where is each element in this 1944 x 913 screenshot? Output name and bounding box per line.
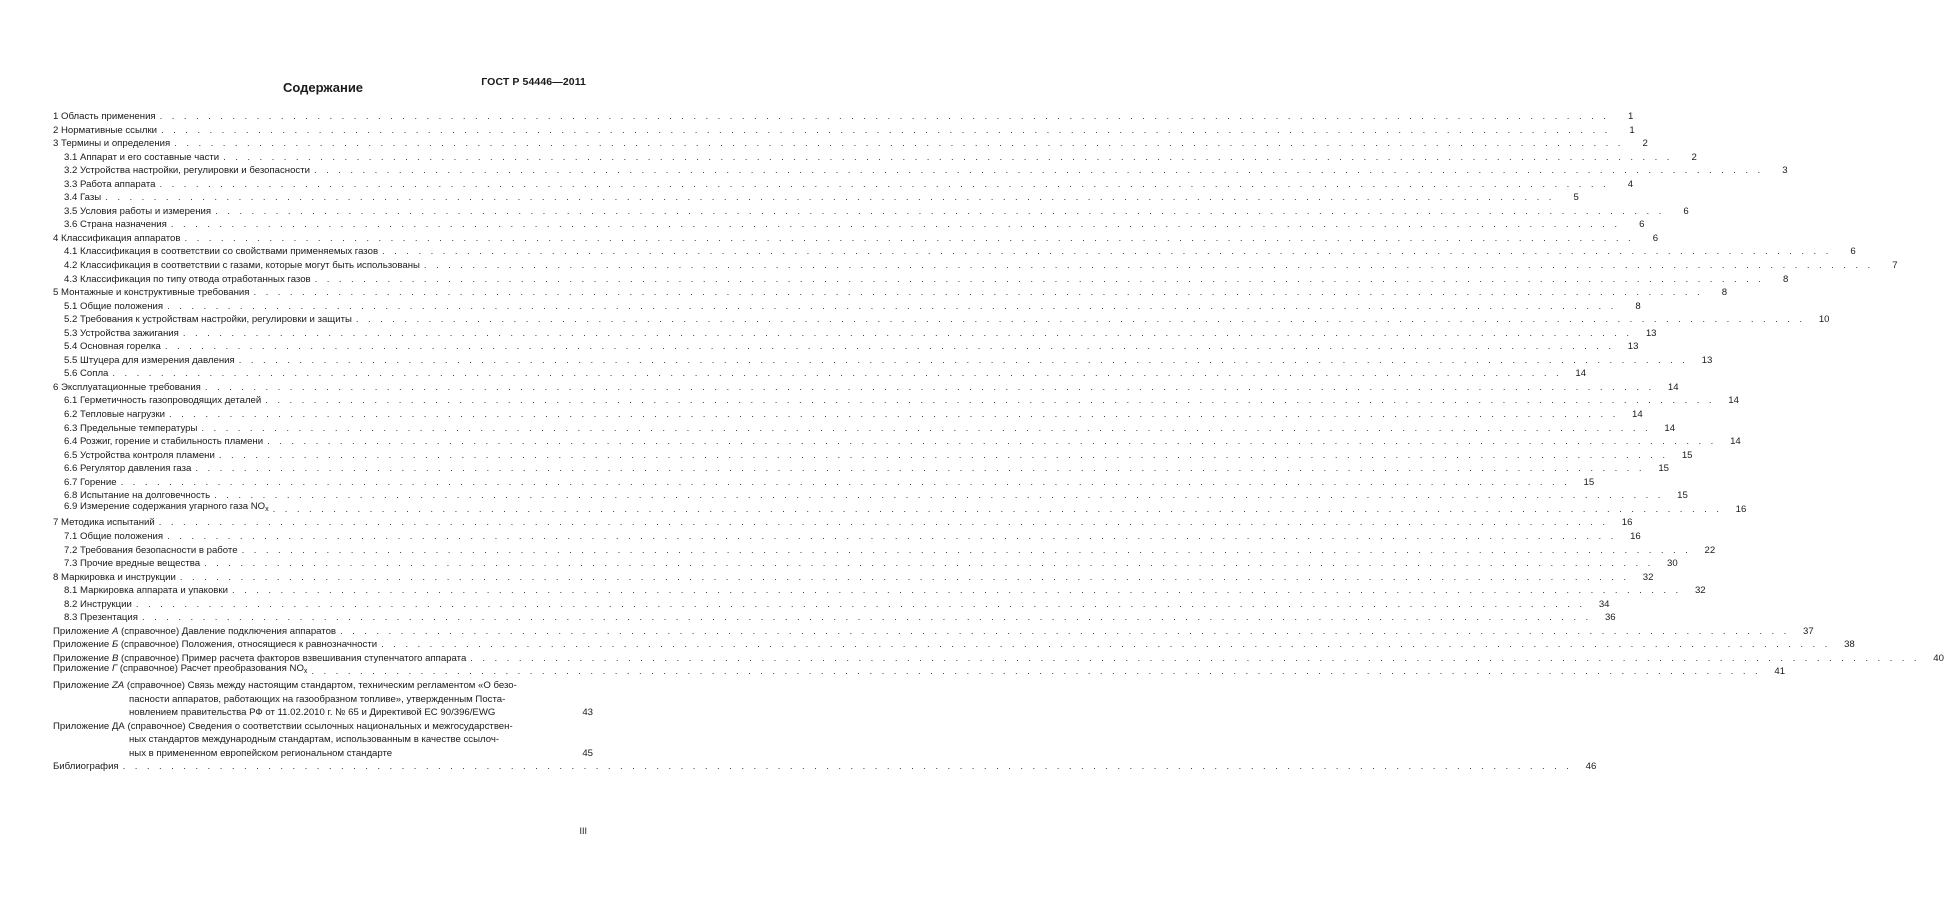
toc-entry[interactable] bbox=[53, 191, 1579, 205]
toc-entry-label: 3.3 Работа аппарата bbox=[64, 178, 156, 190]
toc-entry[interactable] bbox=[53, 500, 1747, 517]
leader-dots: . . . . . . . . . . . . . . . . . . . . . . . . . . . . . . . . . . . . . . . . . . . . . . . . . . . . . . . . . . . . . . . . . . . . . . . . . . . . . . . . . . . . . . . . . . . . . . . . . . . . . . . . . . . . . . . . . . . . . . . . bbox=[105, 192, 1555, 204]
toc-entry[interactable] bbox=[53, 544, 1716, 558]
leader-dots: . . . . . . . . . . . . . . . . . . . . . . . . . . . . . . . . . . . . . . . . . . . . . . . . . . . . . . . . . . . . . . . . . . . . . . . . . . . . . . . . . . . . . . . . . . . . . . . . . . . . . . . . . . . . . . . . . . . . . . . . bbox=[170, 219, 1621, 231]
toc-entry-page: 14 bbox=[1667, 381, 1679, 393]
leader-dots: . . . . . . . . . . . . . . . . . . . . . . . . . . . . . . . . . . . . . . . . . . . . . . . . . . . . . . . . . . . . . . . . . . . . . . . . . . . . . . . . . . . . . . . . . . . . . . . . . . . . . . . . . . . . . . . . . . . . . . . . bbox=[158, 517, 1609, 529]
toc-entry-page: 32 bbox=[1642, 571, 1654, 583]
toc-entry[interactable] bbox=[53, 638, 1855, 652]
leader-dots: . . . . . . . . . . . . . . . . . . . . . . . . . . . . . . . . . . . . . . . . . . . . . . . . . . . . . . . . . . . . . . . . . . . . . . . . . . . . . . . . . . . . . . . . . . . . . . . . . . . . . . . . . . . . . . . . . . . . . . . . bbox=[164, 341, 1615, 353]
toc-entry-page: 40 bbox=[1933, 652, 1944, 664]
leader-dots: . . . . . . . . . . . . . . . . . . . . . . . . . . . . . . . . . . . . . . . . . . . . . . . . . . . . . . . . . . . . . . . . . . . . . . . . . . . . . . . . . . . . . . . . . . . . . . . . . . . . . . . . . . . . . . . . . . . . . . . . bbox=[313, 165, 1764, 177]
table-of-contents bbox=[53, 110, 1944, 774]
toc-entry-label: 7 Методика испытаний bbox=[53, 517, 155, 529]
toc-entry-label: Приложение Б (справочное) Положения, относящиеся к равнозначности bbox=[53, 639, 378, 651]
toc-entry-label: 5.2 Требования к устройствам настройки, регулировки и защиты bbox=[64, 314, 352, 326]
toc-entry[interactable] bbox=[53, 476, 1595, 490]
toc-entry-label: 3.1 Аппарат и его составные части bbox=[64, 151, 220, 163]
toc-entry-annex-za[interactable]: Приложение ZA (справочное) Связь между настоящим стандартом, техническим регламентом «О безо- пасности аппаратов, работающих на газообразном топливе», утвержденным Поста- новлением правительства РФ от 11.02.2010 г. № 65 и Директивой ЕС 90/396/EWG 43 bbox=[53, 679, 593, 719]
toc-entry-label: 4.1 Классификация в соответствии со свойствами применяемых газов bbox=[64, 246, 379, 258]
toc-entry-page: 22 bbox=[1704, 544, 1716, 556]
leader-dots: . . . . . . . . . . . . . . . . . . . . . . . . . . . . . . . . . . . . . . . . . . . . . . . . . . . . . . . . . . . . . . . . . . . . . . . . . . . . . . . . . . . . . . . . . . . . . . . . . . . . . . . . . . . . . . . . . . . . . . . . bbox=[167, 530, 1617, 542]
toc-entry-page: 3 bbox=[1782, 165, 1788, 177]
leader-dots: . . . . . . . . . . . . . . . . . . . . . . . . . . . . . . . . . . . . . . . . . . . . . . . . . . . . . . . . . . . . . . . . . . . . . . . . . . . . . . . . . . . . . . . . . . . . . . . . . . . . . . . . . . . . . . . . . . . . . . . . bbox=[311, 666, 1762, 678]
leader-dots: . . . . . . . . . . . . . . . . . . . . . . . . . . . . . . . . . . . . . . . . . . . . . . . . . . . . . . . . . . . . . . . . . . . . . . . . . . . . . . . . . . . . . . . . . . . . . . . . . . . . . . . . . . . . . . . . . . . . . . . . bbox=[179, 571, 1630, 583]
toc-entry-label: 6.1 Герметичность газопроводящих деталей bbox=[64, 395, 262, 407]
toc-entry[interactable] bbox=[53, 462, 1669, 476]
toc-entry-page: 38 bbox=[1844, 639, 1855, 651]
leader-dots: . . . . . . . . . . . . . . . . . . . . . . . . . . . . . . . . . . . . . . . . . . . . . . . . . . . . . . . . . . . . . . . . . . . . . . . . . . . . . . . . . . . . . . . . . . . . . . . . . . . . . . . . . . . . . . . . . . . . . . . . bbox=[195, 463, 1645, 475]
toc-entry[interactable] bbox=[53, 273, 1789, 287]
toc-entry-page: 13 bbox=[1645, 327, 1657, 339]
toc-entry-page: 14 bbox=[1728, 395, 1739, 407]
leader-dots: . . . . . . . . . . . . . . . . . . . . . . . . . . . . . . . . . . . . . . . . . . . . . . . . . . . . . . . . . . . . . . . . . . . . . . . . . . . . . . . . . . . . . . . . . . . . . . . . . . . . . . . . . . . . . . . . . . . . . . . . bbox=[241, 544, 1692, 556]
toc-entry[interactable] bbox=[53, 435, 1741, 449]
toc-entry[interactable] bbox=[53, 354, 1713, 368]
toc-entry-label: 4.3 Классификация по типу отвода отработанных газов bbox=[64, 273, 311, 285]
toc-entry[interactable] bbox=[53, 340, 1639, 354]
toc-entry[interactable] bbox=[53, 205, 1689, 219]
toc-entry-page: 8 bbox=[1782, 273, 1789, 285]
toc-entry-label: 6 Эксплуатационные требования bbox=[53, 381, 201, 393]
toc-entry-page: 15 bbox=[1681, 449, 1693, 461]
leader-dots: . . . . . . . . . . . . . . . . . . . . . . . . . . . . . . . . . . . . . . . . . . . . . . . . . . . . . . . . . . . . . . . . . . . . . . . . . . . . . . . . . . . . . . . . . . . . . . . . . . . . . . . . . . . . . . . . . . . . . . . . bbox=[381, 639, 1831, 651]
toc-entry-label: 8.2 Инструкции bbox=[64, 598, 132, 610]
toc-entry-label: 3.6 Страна назначения bbox=[64, 219, 167, 231]
leader-dots: . . . . . . . . . . . . . . . . . . . . . . . . . . . . . . . . . . . . . . . . . . . . . . . . . . . . . . . . . . . . . . . . . . . . . . . . . . . . . . . . . . . . . . . . . . . . . . . . . . . . . . . . . . . . . . . . . . . . . . . . bbox=[201, 422, 1652, 434]
toc-entry-page: 5 bbox=[1573, 192, 1579, 204]
page-title: Содержание bbox=[282, 80, 364, 95]
leader-dots: . . . . . . . . . . . . . . . . . . . . . . . . . . . . . . . . . . . . . . . . . . . . . . . . . . . . . . . . . . . . . . . . . . . . . . . . . . . . . . . . . . . . . . . . . . . . . . . . . . . . . . . . . . . . . . . . . . . . . . . . bbox=[265, 395, 1715, 407]
toc-entry[interactable] bbox=[53, 394, 1739, 408]
toc-entry[interactable] bbox=[53, 449, 1693, 463]
leader-dots: . . . . . . . . . . . . . . . . . . . . . . . . . . . . . . . . . . . . . . . . . . . . . . . . . . . . . . . . . . . . . . . . . . . . . . . . . . . . . . . . . . . . . . . . . . . . . . . . . . . . . . . . . . . . . . . . . . . . . . . . bbox=[184, 232, 1635, 244]
leader-dots: . . . . . . . . . . . . . . . . . . . . . . . . . . . . . . . . . . . . . . . . . . . . . . . . . . . . . . . . . . . . . . . . . . . . . . . . . . . . . . . . . . . . . . . . . . . . . . . . . . . . . . . . . . . . . . . . . . . . . . . . bbox=[204, 381, 1655, 393]
toc-entry[interactable] bbox=[53, 124, 1635, 138]
toc-entry-page: 16 bbox=[1621, 517, 1633, 529]
leader-dots: . . . . . . . . . . . . . . . . . . . . . . . . . . . . . . . . . . . . . . . . . . . . . . . . . . . . . . . . . . . . . . . . . . . . . . . . . . . . . . . . . . . . . . . . . . . . . . . . . . . . . . . . . . . . . . . . . . . . . . . . bbox=[253, 287, 1704, 299]
toc-entry-label: 5.3 Устройства зажигания bbox=[64, 327, 179, 339]
leader-dots: . . . . . . . . . . . . . . . . . . . . . . . . . . . . . . . . . . . . . . . . . . . . . . . . . . . . . . . . . . . . . . . . . . . . . . . . . . . . . . . . . . . . . . . . . . . . . . . . . . . . . . . . . . . . . . . . . . . . . . . . bbox=[340, 625, 1790, 637]
leader-dots: . . . . . . . . . . . . . . . . . . . . . . . . . . . . . . . . . . . . . . . . . . . . . . . . . . . . . . . . . . . . . . . . . . . . . . . . . . . . . . . . . . . . . . . . . . . . . . . . . . . . . . . . . . . . . . . . . . . . . . . . bbox=[470, 652, 1920, 664]
leader-dots: . . . . . . . . . . . . . . . . . . . . . . . . . . . . . . . . . . . . . . . . . . . . . . . . . . . . . . . . . . . . . . . . . . . . . . . . . . . . . . . . . . . . . . . . . . . . . . . . . . . . . . . . . . . . . . . . . . . . . . . . bbox=[231, 585, 1682, 597]
toc-entry[interactable] bbox=[53, 598, 1610, 612]
toc-entry-page: 15 bbox=[1658, 463, 1669, 475]
toc-entry-label: 8.3 Презентация bbox=[64, 612, 138, 624]
toc-entry-page: 15 bbox=[1583, 476, 1595, 488]
leader-dots: . . . . . . . . . . . . . . . . . . . . . . . . . . . . . . . . . . . . . . . . . . . . . . . . . . . . . . . . . . . . . . . . . . . . . . . . . . . . . . . . . . . . . . . . . . . . . . . . . . . . . . . . . . . . . . . . . . . . . . . . bbox=[161, 124, 1611, 136]
toc-entry-label: 6.3 Предельные температуры bbox=[64, 422, 198, 434]
toc-entry[interactable] bbox=[53, 245, 1856, 259]
toc-entry-label: 6.6 Регулятор давления газа bbox=[64, 463, 192, 475]
toc-entry-page: 6 bbox=[1652, 232, 1659, 244]
toc-entry[interactable] bbox=[53, 530, 1641, 544]
toc-entry-page: 6 bbox=[1850, 246, 1856, 258]
leader-dots: . . . . . . . . . . . . . . . . . . . . . . . . . . . . . . . . . . . . . . . . . . . . . . . . . . . . . . . . . . . . . . . . . . . . . . . . . . . . . . . . . . . . . . . . . . . . . . . . . . . . . . . . . . . . . . . . . . . . . . . . bbox=[135, 598, 1586, 610]
toc-entry-label: 6.7 Горение bbox=[64, 476, 117, 488]
toc-entry-page: 43 bbox=[582, 707, 593, 719]
toc-entry-page: 14 bbox=[1632, 409, 1643, 421]
toc-entry[interactable] bbox=[53, 178, 1634, 192]
toc-entry-page: 2 bbox=[1691, 151, 1697, 163]
toc-entry[interactable] bbox=[53, 557, 1678, 571]
toc-entry[interactable] bbox=[53, 663, 1786, 679]
leader-dots: . . . . . . . . . . . . . . . . . . . . . . . . . . . . . . . . . . . . . . . . . . . . . . . . . . . . . . . . . . . . . . . . . . . . . . . . . . . . . . . . . . . . . . . . . . . . . . . . . . . . . . . . . . . . . . . . . . . . . . . . bbox=[167, 300, 1617, 312]
toc-entry-label: Библиография bbox=[53, 761, 119, 773]
toc-entry-page: 6 bbox=[1639, 219, 1645, 231]
toc-entry-page: 37 bbox=[1803, 625, 1814, 637]
toc-entry-label: 7.3 Прочие вредные вещества bbox=[64, 558, 201, 570]
toc-entry-label: 6.9 Измерение содержания угарного газа $NO_x$ bbox=[64, 500, 269, 513]
toc-entry-page: 4 bbox=[1627, 178, 1634, 190]
toc-entry-page: 14 bbox=[1664, 422, 1676, 434]
toc-entry-page: 30 bbox=[1667, 558, 1678, 570]
toc-entry[interactable] bbox=[53, 151, 1697, 165]
leader-dots: . . . . . . . . . . . . . . . . . . . . . . . . . . . . . . . . . . . . . . . . . . . . . . . . . . . . . . . . . . . . . . . . . . . . . . . . . . . . . . . . . . . . . . . . . . . . . . . . . . . . . . . . . . . . . . . . . . . . . . . . bbox=[182, 327, 1633, 339]
toc-entry[interactable] bbox=[53, 327, 1657, 341]
toc-entry-label: Приложение Г (справочное) Расчет преобразования $NO_x$ bbox=[53, 663, 308, 676]
toc-entry[interactable] bbox=[53, 422, 1676, 436]
toc-entry-label: 1 Область применения bbox=[53, 111, 156, 122]
toc-entry-label: Приложение В (справочное) Пример расчета факторов взвешивания ступенчатого аппарата bbox=[53, 652, 467, 664]
toc-entry-page: 32 bbox=[1694, 585, 1706, 597]
toc-entry-label: 6.5 Устройства контроля пламени bbox=[64, 449, 215, 461]
toc-entry[interactable] bbox=[53, 300, 1641, 314]
leader-dots: . . . . . . . . . . . . . . . . . . . . . . . . . . . . . . . . . . . . . . . . . . . . . . . . . . . . . . . . . . . . . . . . . . . . . . . . . . . . . . . . . . . . . . . . . . . . . . . . . . . . . . . . . . . . . . . . . . . . . . . . bbox=[174, 138, 1624, 150]
toc-entry-page: 8 bbox=[1635, 300, 1641, 312]
leader-dots: . . . . . . . . . . . . . . . . . . . . . . . . . . . . . . . . . . . . . . . . . . . . . . . . . . . . . . . . . . . . . . . . . . . . . . . . . . . . . . . . . . . . . . . . . . . . . . . . . . . . . . . . . . . . . . . . . . . . . . . . bbox=[169, 409, 1619, 421]
toc-entry-annex-da[interactable]: Приложение ДА (справочное) Сведения о соответствии ссылочных национальных и межгосударствен- ных стандартов международным стандартам, использованным в качестве ссылоч- ных в примененном европейском региональном стандарте 45 bbox=[53, 720, 593, 759]
leader-dots: . . . . . . . . . . . . . . . . . . . . . . . . . . . . . . . . . . . . . . . . . . . . . . . . . . . . . . . . . . . . . . . . . . . . . . . . . . . . . . . . . . . . . . . . . . . . . . . . . . . . . . . . . . . . . . . . . . . . . . . . bbox=[112, 368, 1563, 380]
leader-dots: . . . . . . . . . . . . . . . . . . . . . . . . . . . . . . . . . . . . . . . . . . . . . . . . . . . . . . . . . . . . . . . . . . . . . . . . . . . . . . . . . . . . . . . . . . . . . . . . . . . . . . . . . . . . . . . . . . . . . . . . bbox=[267, 436, 1717, 448]
leader-dots: . . . . . . . . . . . . . . . . . . . . . . . . . . . . . . . . . . . . . . . . . . . . . . . . . . . . . . . . . . . . . . . . . . . . . . . . . . . . . . . . . . . . . . . . . . . . . . . . . . . . . . . . . . . . . . . . . . . . . . . . bbox=[355, 314, 1806, 326]
toc-entry-label: 5.6 Сопла bbox=[64, 368, 109, 380]
toc-entry-label: 3.4 Газы bbox=[64, 192, 102, 204]
toc-entry-label: 7.2 Требования безопасности в работе bbox=[64, 544, 238, 556]
toc-entry-page: 14 bbox=[1730, 436, 1741, 448]
toc-entry[interactable] bbox=[53, 611, 1616, 625]
toc-entry[interactable] bbox=[53, 313, 1830, 327]
leader-dots: . . . . . . . . . . . . . . . . . . . . . . . . . . . . . . . . . . . . . . . . . . . . . . . . . . . . . . . . . . . . . . . . . . . . . . . . . . . . . . . . . . . . . . . . . . . . . . . . . . . . . . . . . . . . . . . . . . . . . . . . bbox=[214, 490, 1664, 502]
page-number: III bbox=[579, 826, 587, 836]
toc-entry-page: 41 bbox=[1774, 666, 1786, 678]
leader-dots: . . . . . . . . . . . . . . . . . . . . . . . . . . . . . . . . . . . . . . . . . . . . . . . . . . . . . . . . . . . . . . . . . . . . . . . . . . . . . . . . . . . . . . . . . . . . . . . . . . . . . . . . . . . . . . . . . . . . . . . . bbox=[122, 761, 1573, 773]
leader-dots: . . . . . . . . . . . . . . . . . . . . . . . . . . . . . . . . . . . . . . . . . . . . . . . . . . . . . . . . . . . . . . . . . . . . . . . . . . . . . . . . . . . . . . . . . . . . . . . . . . . . . . . . . . . . . . . . . . . . . . . . bbox=[223, 151, 1673, 163]
toc-entry-label: 7.1 Общие положения bbox=[64, 530, 164, 542]
toc-entry-page: 45 bbox=[582, 747, 593, 759]
toc-entry[interactable] bbox=[53, 259, 1898, 273]
toc-entry-page: 16 bbox=[1630, 530, 1641, 542]
toc-entry[interactable] bbox=[53, 367, 1587, 381]
toc-entry[interactable] bbox=[53, 110, 1634, 124]
toc-entry-page: 6 bbox=[1683, 205, 1689, 217]
toc-entry-label: 8.1 Маркировка аппарата и упаковки bbox=[64, 585, 228, 597]
toc-entry-label: Приложение А (справочное) Давление подключения аппаратов bbox=[53, 625, 337, 637]
toc-entry[interactable] bbox=[53, 164, 1788, 178]
leader-dots: . . . . . . . . . . . . . . . . . . . . . . . . . . . . . . . . . . . . . . . . . . . . . . . . . . . . . . . . . . . . . . . . . . . . . . . . . . . . . . . . . . . . . . . . . . . . . . . . . . . . . . . . . . . . . . . . . . . . . . . . bbox=[382, 246, 1832, 258]
toc-entry[interactable] bbox=[53, 232, 1659, 246]
toc-entry-label: 8 Маркировка и инструкции bbox=[53, 571, 176, 583]
toc-entry-label: 6.8 Испытание на долговечность bbox=[64, 490, 211, 502]
toc-entry-page: 7 bbox=[1892, 260, 1898, 272]
toc-entry-label: 2 Нормативные ссылки bbox=[53, 124, 158, 136]
leader-dots: . . . . . . . . . . . . . . . . . . . . . . . . . . . . . . . . . . . . . . . . . . . . . . . . . . . . . . . . . . . . . . . . . . . . . . . . . . . . . . . . . . . . . . . . . . . . . . . . . . . . . . . . . . . . . . . . . . . . . . . . bbox=[272, 503, 1723, 515]
toc-entry-page: 16 bbox=[1735, 503, 1747, 515]
toc-entry[interactable] bbox=[53, 137, 1648, 151]
toc-entry-bibliography[interactable] bbox=[53, 760, 1597, 774]
toc-entry-label: 4 Классификация аппаратов bbox=[53, 232, 181, 244]
toc-entry[interactable] bbox=[53, 625, 1814, 639]
leader-dots: . . . . . . . . . . . . . . . . . . . . . . . . . . . . . . . . . . . . . . . . . . . . . . . . . . . . . . . . . . . . . . . . . . . . . . . . . . . . . . . . . . . . . . . . . . . . . . . . . . . . . . . . . . . . . . . . . . . . . . . . bbox=[238, 354, 1689, 366]
toc-entry[interactable] bbox=[53, 286, 1728, 300]
toc-entry-label: 5 Монтажные и конструктивные требования bbox=[53, 287, 250, 299]
toc-entry-page: 46 bbox=[1585, 761, 1597, 773]
toc-entry[interactable] bbox=[53, 516, 1633, 530]
toc-entry-page: 36 bbox=[1604, 612, 1616, 624]
toc-entry-page: 1 bbox=[1627, 111, 1634, 122]
leader-dots: . . . . . . . . . . . . . . . . . . . . . . . . . . . . . . . . . . . . . . . . . . . . . . . . . . . . . . . . . . . . . . . . . . . . . . . . . . . . . . . . . . . . . . . . . . . . . . . . . . . . . . . . . . . . . . . . . . . . . . . . bbox=[314, 273, 1765, 285]
leader-dots: . . . . . . . . . . . . . . . . . . . . . . . . . . . . . . . . . . . . . . . . . . . . . . . . . . . . . . . . . . . . . . . . . . . . . . . . . . . . . . . . . . . . . . . . . . . . . . . . . . . . . . . . . . . . . . . . . . . . . . . . bbox=[159, 111, 1610, 122]
toc-entry-page: 13 bbox=[1627, 341, 1639, 353]
toc-entry[interactable] bbox=[53, 408, 1643, 422]
toc-entry-label: 3.2 Устройства настройки, регулировки и безопасности bbox=[64, 165, 310, 177]
leader-dots: . . . . . . . . . . . . . . . . . . . . . . . . . . . . . . . . . . . . . . . . . . . . . . . . . . . . . . . . . . . . . . . . . . . . . . . . . . . . . . . . . . . . . . . . . . . . . . . . . . . . . . . . . . . . . . . . . . . . . . . . bbox=[120, 476, 1571, 488]
leader-dots: . . . . . . . . . . . . . . . . . . . . . . . . . . . . . . . . . . . . . . . . . . . . . . . . . . . . . . . . . . . . . . . . . . . . . . . . . . . . . . . . . . . . . . . . . . . . . . . . . . . . . . . . . . . . . . . . . . . . . . . . bbox=[218, 449, 1669, 461]
toc-entry-page: 15 bbox=[1677, 490, 1688, 502]
toc-entry-label: 4.2 Классификация в соответствии с газами, которые могут быть использованы bbox=[64, 260, 420, 272]
toc-entry[interactable] bbox=[53, 584, 1706, 598]
toc-entry-page: 10 bbox=[1818, 314, 1830, 326]
toc-entry-label: 5.5 Штуцера для измерения давления bbox=[64, 354, 235, 366]
leader-dots: . . . . . . . . . . . . . . . . . . . . . . . . . . . . . . . . . . . . . . . . . . . . . . . . . . . . . . . . . . . . . . . . . . . . . . . . . . . . . . . . . . . . . . . . . . . . . . . . . . . . . . . . . . . . . . . . . . . . . . . . bbox=[423, 260, 1874, 272]
toc-entry-label: 5.4 Основная горелка bbox=[64, 341, 161, 353]
toc-entry-page: 8 bbox=[1721, 287, 1728, 299]
toc-entry-label: 3.5 Условия работы и измерения bbox=[64, 205, 212, 217]
toc-entry-label: 6.2 Тепловые нагрузки bbox=[64, 409, 166, 421]
toc-entry[interactable] bbox=[53, 381, 1679, 395]
toc-entry-page: 34 bbox=[1598, 598, 1610, 610]
toc-entry-label: 3 Термины и определения bbox=[53, 138, 171, 150]
toc-entry-page: 1 bbox=[1629, 124, 1635, 136]
toc-entry-page: 2 bbox=[1642, 138, 1648, 150]
standard-designation: ГОСТ Р 54446—2011 bbox=[481, 76, 586, 88]
leader-dots: . . . . . . . . . . . . . . . . . . . . . . . . . . . . . . . . . . . . . . . . . . . . . . . . . . . . . . . . . . . . . . . . . . . . . . . . . . . . . . . . . . . . . . . . . . . . . . . . . . . . . . . . . . . . . . . . . . . . . . . . bbox=[204, 558, 1654, 570]
leader-dots: . . . . . . . . . . . . . . . . . . . . . . . . . . . . . . . . . . . . . . . . . . . . . . . . . . . . . . . . . . . . . . . . . . . . . . . . . . . . . . . . . . . . . . . . . . . . . . . . . . . . . . . . . . . . . . . . . . . . . . . . bbox=[215, 205, 1665, 217]
leader-dots: . . . . . . . . . . . . . . . . . . . . . . . . . . . . . . . . . . . . . . . . . . . . . . . . . . . . . . . . . . . . . . . . . . . . . . . . . . . . . . . . . . . . . . . . . . . . . . . . . . . . . . . . . . . . . . . . . . . . . . . . bbox=[159, 178, 1610, 190]
toc-entry-label: 5.1 Общие положения bbox=[64, 300, 164, 312]
toc-entry-page: 13 bbox=[1701, 354, 1713, 366]
toc-entry[interactable] bbox=[53, 571, 1654, 585]
toc-entry[interactable] bbox=[53, 218, 1645, 232]
toc-entry-label: 6.4 Розжиг, горение и стабильность пламени bbox=[64, 436, 264, 448]
leader-dots: . . . . . . . . . . . . . . . . . . . . . . . . . . . . . . . . . . . . . . . . . . . . . . . . . . . . . . . . . . . . . . . . . . . . . . . . . . . . . . . . . . . . . . . . . . . . . . . . . . . . . . . . . . . . . . . . . . . . . . . . bbox=[141, 612, 1592, 624]
toc-entry-page: 14 bbox=[1575, 368, 1587, 380]
